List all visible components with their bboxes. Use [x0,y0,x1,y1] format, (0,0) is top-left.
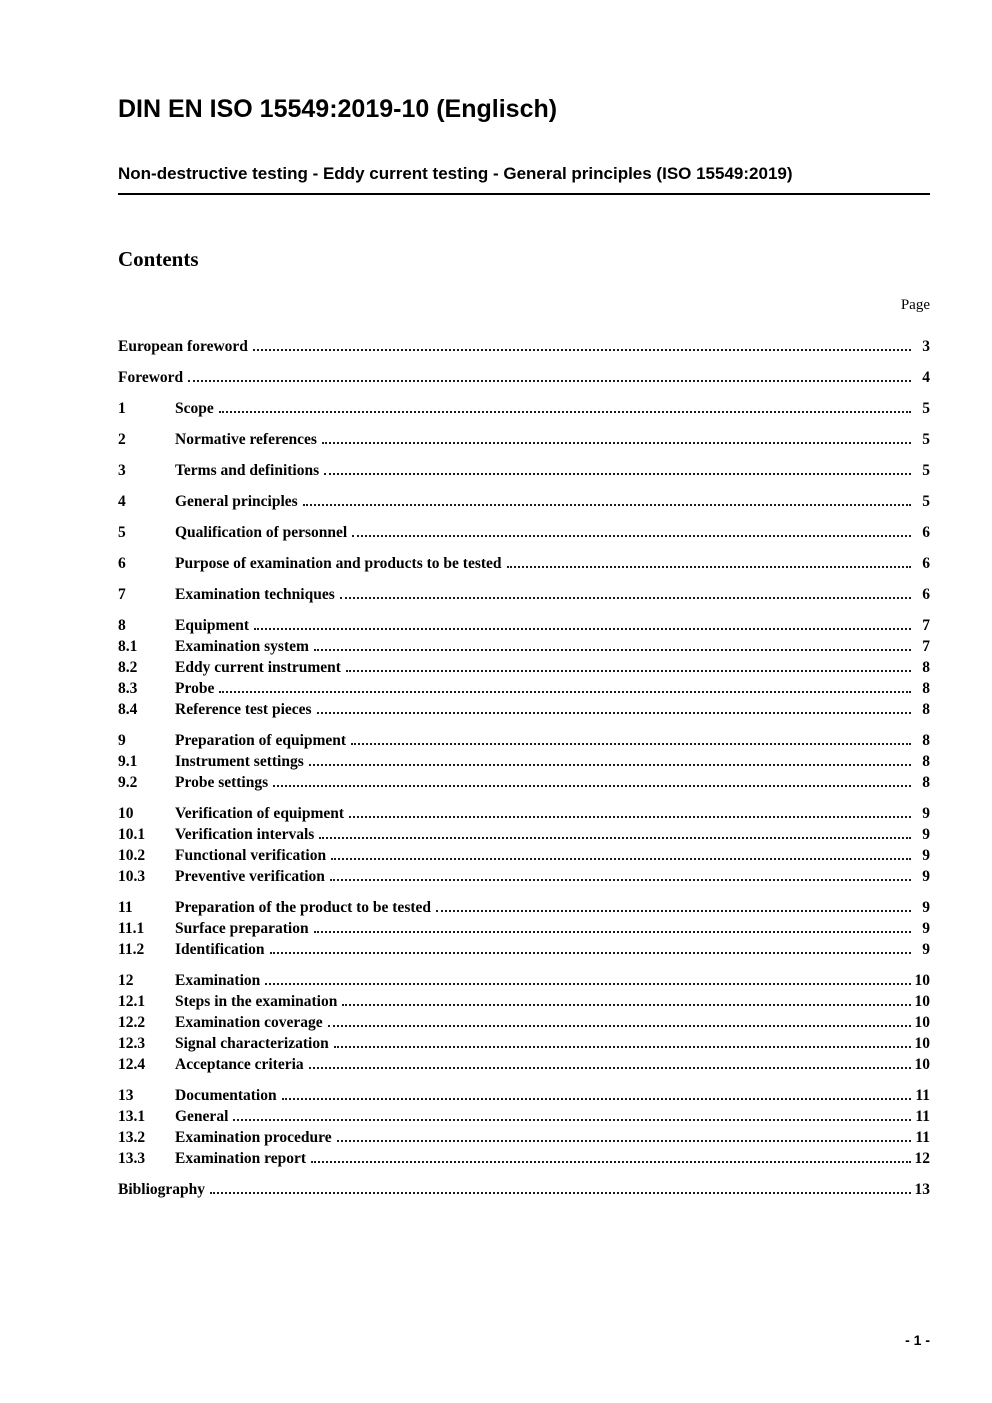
toc-leader-dots [507,566,911,568]
toc-entry[interactable] [118,751,930,772]
toc-entry[interactable] [118,460,930,481]
toc-entry-page: 8 [922,680,930,698]
toc-entry-label: Terms and definitions [175,462,320,480]
toc-entry[interactable] [118,699,930,720]
toc-leader-dots [219,691,911,693]
toc-entry[interactable] [118,553,930,574]
toc-entry-number: 10.3 [118,868,146,886]
toc-leader-dots [328,1025,911,1027]
toc-entry-page: 7 [922,617,930,635]
toc-leader-dots [265,983,911,985]
toc-entry-page: 8 [922,732,930,750]
toc-entry-label: Signal characterization [175,1035,329,1053]
toc-entry-label: Preparation of the product to be tested [175,899,432,917]
toc-leader-dots [303,504,911,506]
toc-entry-label: Surface preparation [175,920,309,938]
toc-entry-number: 6 [118,555,126,573]
contents-heading: Contents [118,247,199,272]
toc-leader-dots [334,1046,911,1048]
toc-entry-number: 1 [118,400,126,418]
toc-entry-number: 8.4 [118,701,138,719]
toc-entry-number: 13.3 [118,1150,146,1168]
toc-entry[interactable] [118,615,930,636]
toc-entry-page: 12 [914,1150,930,1168]
toc-entry-page: 6 [922,586,930,604]
toc-entry-label: Examination procedure [175,1129,332,1147]
toc-leader-dots [317,712,911,714]
toc-leader-dots [311,1161,911,1163]
toc-entry-label: Documentation [175,1087,277,1105]
toc-entry[interactable] [118,522,930,543]
toc-entry-label: Verification intervals [175,826,315,844]
toc-entry-page: 13 [914,1181,930,1199]
toc-leader-dots [270,952,911,954]
toc-entry-number: 8 [118,617,126,635]
toc-entry[interactable] [118,1106,930,1127]
toc-entry-number: 11.1 [118,920,145,938]
toc-entry-page: 9 [922,847,930,865]
toc-entry-label: Probe settings [175,774,269,792]
toc-leader-dots [273,785,911,787]
toc-leader-dots [309,1067,911,1069]
toc-entry-label: Scope [175,400,214,418]
toc-entry-label: General principles [175,493,298,511]
toc-leader-dots [351,743,911,745]
toc-leader-dots [282,1098,911,1100]
toc-entry-label: Steps in the examination [175,993,338,1011]
toc-entry-page: 10 [914,1014,930,1032]
toc-leader-dots [342,1004,911,1006]
toc-leader-dots [337,1140,911,1142]
toc-entry-label: Acceptance criteria [175,1056,304,1074]
toc-entry-label: Examination system [175,638,309,656]
toc-entry-label: Examination techniques [175,586,335,604]
toc-entry-number: 10.1 [118,826,146,844]
page-column-label: Page [900,297,930,314]
toc-entry-number: 10 [118,805,134,823]
toc-entry-label: Purpose of examination and products to be tested [175,555,502,573]
toc-entry-number: 12.1 [118,993,146,1011]
toc-leader-dots [319,837,911,839]
toc-entry-page: 9 [922,941,930,959]
toc-entry[interactable] [118,803,930,824]
toc-entry-page: 5 [922,431,930,449]
toc-entry-page: 9 [922,826,930,844]
toc-entry[interactable] [118,939,930,960]
toc-entry-number: 11.2 [118,941,145,959]
toc-entry-label: Identification [175,941,265,959]
toc-entry-label: Examination [175,972,261,990]
footer-page-number: - 1 - [905,1332,930,1348]
toc-leader-dots [436,910,911,912]
toc-entry[interactable] [118,1148,930,1169]
toc-entry-label: Bibliography [118,1181,205,1199]
toc-entry-page: 8 [922,659,930,677]
toc-entry-label: Examination report [175,1150,307,1168]
toc-entry-page: 9 [922,899,930,917]
toc-entry-page: 9 [922,868,930,886]
toc-entry[interactable] [118,336,930,357]
toc-leader-dots [349,816,911,818]
toc-entry[interactable] [118,730,930,751]
toc-entry-label: Eddy current instrument [175,659,341,677]
toc-entry-page: 6 [922,524,930,542]
toc-entry-label: Preparation of equipment [175,732,347,750]
toc-entry[interactable] [118,398,930,419]
toc-entry-number: 5 [118,524,126,542]
toc-entry-number: 12 [118,972,134,990]
toc-entry-number: 9.2 [118,774,138,792]
toc-entry-page: 5 [922,400,930,418]
toc-entry[interactable] [118,772,930,793]
toc-leader-dots [188,380,911,382]
toc-entry-label: General [175,1108,229,1126]
toc-entry-page: 6 [922,555,930,573]
toc-entry-page: 11 [915,1108,930,1126]
table-of-contents [118,336,930,1200]
toc-entry-page: 9 [922,920,930,938]
toc-entry-label: Preventive verification [175,868,325,886]
toc-entry-label: Reference test pieces [175,701,312,719]
toc-entry[interactable] [118,1179,930,1200]
toc-leader-dots [340,597,911,599]
toc-entry-number: 10.2 [118,847,146,865]
toc-entry-page: 5 [922,493,930,511]
toc-entry-label: Qualification of personnel [175,524,348,542]
toc-entry-number: 7 [118,586,126,604]
toc-entry-label: Equipment [175,617,250,635]
toc-entry-page: 4 [922,369,930,387]
toc-entry-label: Foreword [118,369,184,387]
toc-leader-dots [309,764,911,766]
toc-entry[interactable] [118,1054,930,1075]
toc-entry-number: 8.2 [118,659,138,677]
toc-entry-page: 10 [914,1035,930,1053]
toc-entry-number: 11 [118,899,133,917]
toc-entry-label: Probe [175,680,215,698]
toc-entry[interactable] [118,1033,930,1054]
toc-entry-page: 7 [922,638,930,656]
toc-entry[interactable] [118,897,930,918]
toc-entry-number: 12.2 [118,1014,146,1032]
toc-entry[interactable] [118,429,930,450]
toc-entry-label: Normative references [175,431,317,449]
toc-entry-label: Examination coverage [175,1014,323,1032]
toc-entry-label: European foreword [118,338,248,356]
toc-leader-dots [352,535,911,537]
toc-leader-dots [324,473,911,475]
toc-entry[interactable] [118,657,930,678]
toc-entry-page: 11 [915,1129,930,1147]
toc-entry-page: 3 [922,338,930,356]
document-subtitle: Non-destructive testing - Eddy current testing - General principles (ISO 15549:2019) [118,164,930,195]
toc-entry-label: Verification of equipment [175,805,345,823]
toc-leader-dots [330,879,911,881]
toc-entry-number: 12.3 [118,1035,146,1053]
toc-entry-number: 2 [118,431,126,449]
toc-entry[interactable] [118,636,930,657]
toc-entry-page: 11 [915,1087,930,1105]
toc-entry[interactable] [118,866,930,887]
toc-entry[interactable] [118,824,930,845]
toc-entry-number: 8.1 [118,638,138,656]
toc-entry-number: 4 [118,493,126,511]
toc-entry[interactable] [118,1127,930,1148]
toc-entry-label: Instrument settings [175,753,304,771]
toc-leader-dots [331,858,911,860]
toc-entry-number: 9.1 [118,753,138,771]
toc-leader-dots [210,1192,911,1194]
toc-leader-dots [322,442,911,444]
toc-entry-page: 8 [922,774,930,792]
toc-entry-page: 8 [922,753,930,771]
toc-entry-number: 9 [118,732,126,750]
toc-entry[interactable] [118,367,930,388]
toc-entry[interactable] [118,678,930,699]
toc-leader-dots [233,1119,911,1121]
toc-leader-dots [346,670,911,672]
toc-leader-dots [314,649,911,651]
toc-entry-number: 12.4 [118,1056,146,1074]
toc-leader-dots [253,349,911,351]
toc-entry[interactable] [118,970,930,991]
toc-entry[interactable] [118,991,930,1012]
toc-entry-page: 5 [922,462,930,480]
toc-entry-page: 10 [914,972,930,990]
toc-entry-page: 8 [922,701,930,719]
document-title: DIN EN ISO 15549:2019-10 (Englisch) [118,95,558,123]
toc-entry[interactable] [118,584,930,605]
toc-entry[interactable] [118,845,930,866]
toc-leader-dots [314,931,911,933]
toc-entry-number: 13.1 [118,1108,146,1126]
toc-entry[interactable] [118,918,930,939]
toc-entry-page: 9 [922,805,930,823]
toc-entry[interactable] [118,1085,930,1106]
toc-entry-label: Functional verification [175,847,327,865]
toc-entry[interactable] [118,491,930,512]
toc-entry-page: 10 [914,993,930,1011]
toc-leader-dots [254,628,911,630]
toc-entry-number: 8.3 [118,680,138,698]
toc-entry[interactable] [118,1012,930,1033]
toc-entry-number: 3 [118,462,126,480]
toc-leader-dots [219,411,911,413]
toc-entry-number: 13.2 [118,1129,146,1147]
toc-entry-number: 13 [118,1087,134,1105]
toc-entry-page: 10 [914,1056,930,1074]
